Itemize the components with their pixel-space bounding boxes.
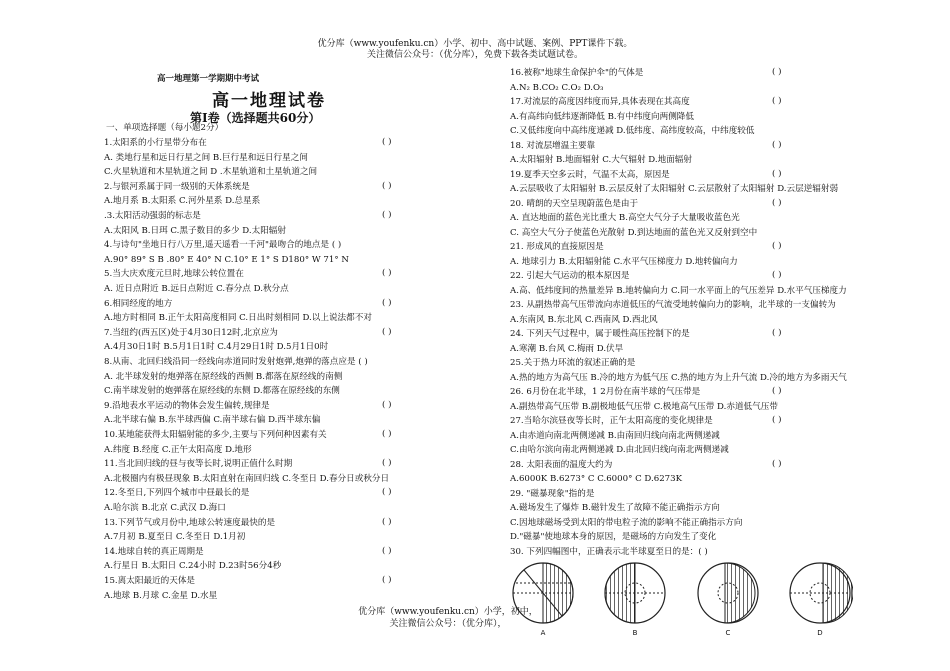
left_lines-line: 8.从南、北回归线沿同一经线向赤道同时发射炮弹,炮弹的落点应是 ( ) [104, 357, 368, 367]
answer-paren[interactable]: ( ) [382, 487, 392, 498]
right_lines-line: 29. "磁暴现象"指的是 [510, 488, 595, 499]
diagram-b [600, 558, 670, 648]
left_lines-line: 2.与银河系属于同一级别的天体系统是 [104, 181, 250, 192]
left_lines-line: 7.当纽约(西五区)处于4月30日12时,北京应为 [104, 327, 278, 338]
right_lines-line: A.有高纬向低纬逐渐降低 B.有中纬度向两侧降低 [510, 111, 694, 122]
answer-paren[interactable]: ( ) [772, 96, 782, 106]
answer-paren[interactable]: ( ) [772, 415, 782, 425]
diagram-row [508, 558, 858, 648]
left_lines-line: 13.下列节气或月份中,地球公转速度最快的是 [104, 517, 276, 528]
right_lines-line: 19.夏季天空多云时，气温不太高，原因是 [510, 169, 670, 180]
answer-paren[interactable]: ( ) [382, 268, 392, 279]
right_lines-line: A.6000K B.6273° C C.6000° C D.6273K [510, 474, 683, 484]
footer-line-2: 关注微信公众号：（优分库）， [389, 619, 507, 629]
right_lines-line: A. 直达地面的蓝色光比重大 B.高空大气分子大量吸收蓝色光 [510, 213, 740, 223]
right_lines-line: D."磁暴"使地球本身的原因，是磁场的方向发生了变化 [510, 532, 717, 542]
answer-paren[interactable]: ( ) [772, 168, 782, 179]
left_lines-line: A.地方时相同 B.正午太阳高度相同 C.日出时刻相同 D.以上说法都不对 [104, 313, 372, 324]
left_lines-line: 10.某地能获得太阳辐射能的多少,主要与下列何种因素有关 [104, 430, 327, 440]
right_lines-line: 21. 形成风的直接原因是 [510, 242, 604, 252]
answer-paren[interactable]: ( ) [772, 386, 782, 396]
diagram-a-label: A [540, 629, 546, 637]
left_lines-line: 15.离太阳最近的天体是 [104, 576, 196, 586]
header-line-2: 关注微信公众号：（优分库），免费下载各类试题试卷。 [366, 50, 583, 60]
right_lines-line: 30. 下列四幅图中，正确表示北半球夏至日的是：( ) [510, 546, 708, 557]
right_lines-line: A.由赤道向南北两侧递减 B.由南回归线向南北两侧递减 [510, 430, 720, 441]
diagram-d [785, 558, 855, 648]
left_lines-line: 1.太阳系的小行星带分布在 [104, 138, 207, 148]
answer-paren[interactable]: ( ) [382, 297, 392, 308]
answer-paren[interactable]: ( ) [772, 139, 782, 150]
footer-line-1: 优分库（www.youfenku.cn）小学，初中， [358, 607, 538, 617]
right_lines-line: C.由哈尔滨向南北两侧递减 D.由北回归线向南北两侧递减 [510, 445, 729, 455]
right_lines-line: A.N₂ B.CO₂ C.O₂ D.O₃ [510, 82, 604, 93]
left_lines-line: A.北极圈内有极昼现象 B.太阳直射在南回归线 C.冬至日 D.春分日或秋分日 [104, 473, 390, 484]
left_lines-line: C.火星轨道和木星轨道之间 D .木星轨道和土星轨道之间 [104, 167, 318, 178]
right_lines-line: 28. 太阳表面的温度大约为 [510, 459, 613, 470]
diagram-d-label: D [817, 629, 823, 637]
answer-paren[interactable]: ( ) [772, 270, 782, 280]
answer-paren[interactable]: ( ) [382, 545, 392, 556]
left_lines-line: 5.当大庆欢度元旦时,地球公转位置在 [104, 269, 244, 280]
answer-paren[interactable]: ( ) [382, 326, 392, 337]
right_lines-line: A.寒潮 B.台风 C.梅雨 D.伏旱 [510, 343, 624, 354]
answer-paren[interactable]: ( ) [772, 241, 782, 251]
left_lines-line: 9.沿地表水平运动的物体会发生偏转,规律是 [104, 400, 270, 411]
section-heading: 一、单项选择题（每小题2分） [106, 123, 224, 133]
page-title: 高一地理试卷 [212, 91, 326, 111]
answer-paren[interactable]: ( ) [772, 67, 782, 77]
answer-paren[interactable]: ( ) [772, 197, 782, 208]
left_lines-line: A. 类地行星和远日行星之间 B.巨行星和远日行星之间 [104, 152, 308, 163]
left_lines-line: A. 近日点附近 B.远日点附近 C.春分点 D.秋分点 [104, 284, 289, 294]
left_lines-line: A.地球 B.月球 C.金星 D.水星 [104, 590, 218, 601]
diagram-a [508, 558, 578, 648]
right_lines-line: C.又低纬度向中高纬度递减 D.低纬度、高纬度较高，中纬度较低 [510, 126, 755, 136]
left_lines-line: A.90° 89° S B .80° E 40° N C.10° E 1° S D180° W 71° N [104, 254, 349, 265]
answer-paren[interactable]: ( ) [382, 429, 392, 439]
answer-paren[interactable]: ( ) [382, 458, 392, 469]
left_lines-line: A.地月系 B.太阳系 C.河外星系 D.总星系 [104, 196, 261, 207]
answer-paren[interactable]: ( ) [382, 210, 392, 220]
right_lines-line: 18. 对流层增温主要靠 [510, 140, 596, 151]
right_lines-line: 27.当哈尔滨昼夜等长时，正午太阳高度的变化规律是 [510, 416, 713, 426]
right_lines-line: A.热的地方为高气压 B.冷的地方为低气压 C.热的地方为上升气流 D.冷的地方为多雨天气 [510, 372, 847, 383]
diagram-c-label: C [725, 629, 731, 637]
diagram-b-label: B [632, 629, 638, 637]
right_lines-line: 16.被称"地球生命保护伞"的气体是 [510, 68, 644, 78]
header-line-1: 优分库（www.youfenku.cn）小学、初中、高中试题、案例、PPT课件下载。 [317, 39, 633, 49]
left_lines-line: 12.冬至日,下列四个城市中昼最长的是 [104, 488, 250, 499]
right_lines-line: A.太阳辐射 B.地面辐射 C.大气辐射 D.地面辐射 [510, 155, 692, 165]
left_lines-line: A.哈尔滨 B.北京 C.武汉 D.海口 [104, 503, 226, 513]
right_lines-line: 24. 下列天气过程中，属于暖性高压控制下的是 [510, 329, 690, 339]
answer-paren[interactable]: ( ) [772, 328, 782, 338]
right_lines-line: 26. 6月份在北半球，1 2月份在南半球的气压带是 [510, 387, 701, 397]
left_lines-line: A.7月初 B.夏至日 C.冬至日 D.1月初 [104, 532, 246, 543]
right_lines-line: A. 地球引力 B.太阳辐射能 C.水平气压梯度力 D.地转偏向力 [510, 256, 738, 267]
right_lines-line: A.东南风 B.东北风 C.西南风 D.西北风 [510, 314, 658, 325]
exam-name: 高一地理第一学期期中考试 [157, 74, 260, 84]
answer-paren[interactable]: ( ) [772, 458, 782, 469]
answer-paren[interactable]: ( ) [382, 575, 392, 585]
right_lines-line: 20. 晴朗的天空呈现蔚蓝色是由于 [510, 198, 639, 209]
right_lines-line: 22. 引起大气运动的根本原因是 [510, 271, 630, 281]
left_lines-line: A.行星日 B.太阳日 C.24小时 D.23时56分4秒 [104, 561, 282, 572]
right_lines-line: A.副热带高气压带 B.副极地低气压带 C.极地高气压带 D.赤道低气压带 [510, 401, 778, 412]
right_lines-line: A.高、低纬度间的热量差异 B.地转偏向力 C.同一水平面上的气压差异 D.水平气压梯度力 [510, 285, 847, 296]
left_lines-line: 14.地球自转的真正周期是 [104, 546, 204, 557]
answer-paren[interactable]: ( ) [382, 516, 392, 527]
left_lines-line: 4.与诗句"坐地日行八万里,遥天遥看一千河"最吻合的地点是 ( ) [104, 240, 342, 251]
left_lines-line: 11.当北回归线的昼与夜等长时,说明正值什么时期 [104, 459, 293, 470]
left_lines-line: A.太阳风 B.日珥 C.黑子数目的多少 D.太阳辐射 [104, 225, 286, 236]
answer-paren[interactable]: ( ) [382, 399, 392, 410]
left_lines-line: C.南半球发射的炮弹落在原经线的东侧 D.都落在原经线的东侧 [104, 386, 340, 397]
diagram-c [693, 558, 763, 648]
left_lines-line: 6.相同经度的地方 [104, 298, 173, 309]
right_lines-line: A.磁场发生了爆炸 B.磁针发生了故障不能正确指示方向 [510, 503, 720, 513]
right_lines-line: 17.对流层的高度因纬度而异,具体表现在其高度 [510, 97, 690, 107]
page-subtitle: 第Ⅰ卷（选择题共60分） [190, 111, 321, 125]
right_lines-line: A.云层吸收了太阳辐射 B.云层反射了太阳辐射 C.云层散射了太阳辐射 D.云层逆辐射弱 [510, 184, 839, 194]
right_lines-line: 25.关于热力环流的叙述正确的是 [510, 358, 636, 368]
right_lines-line: 23. 从副热带高气压带流向赤道低压的气流受地转偏向力的影响，北半球的一支偏转为 [510, 300, 836, 310]
left_lines-line: A.4月30日1时 B.5月1日1时 C.4月29日1时 D.5月1日0时 [104, 342, 329, 353]
right_lines-line: C.因地球磁场受到太阳的带电粒子流的影响不能正确指示方向 [510, 517, 743, 528]
left_lines-line: A.北半球右偏 B.东半球西偏 C.南半球右偏 D.西半球东偏 [104, 415, 321, 426]
left_lines-line: A.纬度 B.经度 C.正午太阳高度 D.地形 [104, 444, 252, 455]
left_lines-line: .3.太阳活动强弱的标志是 [104, 211, 201, 221]
answer-paren[interactable]: ( ) [382, 137, 392, 147]
left_lines-line: A. 北半球发射的炮弹落在原经线的西侧 B.都落在原经线的南侧 [104, 371, 343, 382]
answer-paren[interactable]: ( ) [382, 180, 392, 191]
right_lines-line: C. 高空大气分子使蓝色光散射 D.到达地面的蓝色光又反射到空中 [510, 227, 758, 238]
